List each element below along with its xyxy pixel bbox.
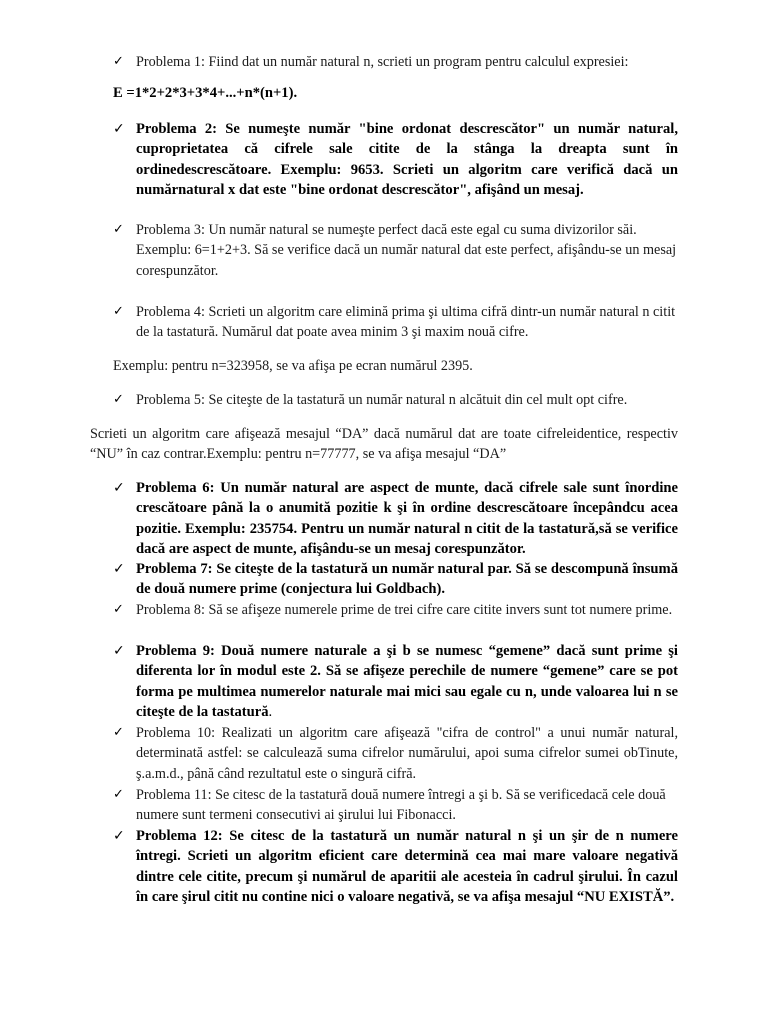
check-mark-icon: ✓ [113, 602, 124, 617]
problem-8-text: Problema 8: Să se afişeze numerele prime de trei cifre care citite invers sunt tot numere prime. [136, 602, 673, 618]
problem-7-text: Problema 7: Se citeşte de la tastatură un număr natural par. Să se descompună însumă de două numere prime (conjectura lui Goldbach). [136, 561, 678, 598]
problem-4 [113, 302, 681, 343]
problem-7 [113, 559, 678, 600]
check-mark-icon: ✓ [113, 54, 124, 69]
problem-12 [113, 826, 678, 908]
problem-3-text: Problema 3: Un număr natural se numeşte perfect dacă este egal cu suma divizorilor săi. Exemplu: 6=1+2+3. Să se verifice dacă un număr natural dat este perfect, afişându-se un mesaj corespunzător. [136, 222, 677, 279]
check-mark-icon: ✓ [113, 222, 124, 237]
check-mark-icon: ✓ [113, 787, 124, 802]
problem-2-text: Problema 2: Se numeşte număr "bine ordonat descrescător" un număr natural, cuproprietatea că cifrele sale citite de la stânga la dreapta sunt în ordinedescrescătoare. Exemplu: 9653. Scrieti un algoritm care verifică dacă un numărnatural x dat este "bine ordonat descrescător", afişând un mesaj. [136, 121, 678, 199]
problem-2 [113, 119, 678, 201]
problem-6-text: Problema 6: Un număr natural are aspect de munte, dacă cifrele sale sunt înordine crescătoare până la o anumită pozitie k şi în ordine descrescătoare începândcu acea pozitie. Exemplu: 235754. Pentru un număr natural n citit de la tastatură,să se verifice dacă are aspect de munte, afişându-se un mesaj corespunzător. [136, 480, 678, 558]
problem-6 [113, 478, 678, 560]
check-mark-icon: ✓ [113, 828, 125, 844]
problem-9-end: . [268, 704, 273, 721]
check-mark-icon: ✓ [113, 121, 125, 137]
check-mark-icon: ✓ [113, 643, 125, 659]
problem-3 [113, 220, 681, 281]
check-mark-icon: ✓ [113, 725, 124, 740]
problem-9 [113, 641, 678, 723]
problem-10-text: Problema 10: Realizati un algoritm care afişează "cifra de control" a unui număr natural, determinată astfel: se calculează suma cifrelor numărului, apoi suma cifrelor sumei obTinute, ş.a.m.d., până când rezultatul este o singură cifră. [136, 725, 678, 782]
problem-9-bold: Problema 9: Două numere naturale a şi b se numesc “gemene” dacă sunt prime şi diferenta lor în modul este 2. Să se afişeze perechile de numere “gemene” care se pot forma pe multimea numerelor naturale mai mici sau egale cu n, unde valoarea lui n se citeşte de la tastatură [136, 643, 678, 721]
problem-11 [113, 785, 681, 826]
problem-8 [113, 600, 681, 620]
problem-1 [113, 52, 696, 72]
problem-4-example: Exemplu: pentru n=323958, se va afişa pe ecran numărul 2395. [113, 358, 473, 374]
problem-5-text: Problema 5: Se citeşte de la tastatură un număr natural n alcătuit din cel mult opt cifre. [136, 392, 628, 408]
check-mark-icon: ✓ [113, 480, 125, 496]
problem-5 [113, 390, 696, 410]
problem-5-continuation: Scrieti un algoritm care afişează mesajul “DA” dacă numărul dat are toate cifreleidentice, respectiv “NU” în caz contrar.Exemplu: pentru n=77777, se va afişa mesajul “DA” [90, 426, 678, 463]
problem-9-text [136, 641, 678, 723]
formula-expression: E =1*2+2*3+3*4+...+n*(n+1). [113, 85, 298, 101]
problem-4-text: Problema 4: Scrieti un algoritm care elimină prima şi ultima cifră dintr-un număr natural n citit de la tastatură. Numărul dat poate avea minim 3 şi maxim nouă cifre. [136, 304, 676, 341]
problem-11-text: Problema 11: Se citesc de la tastatură două numere întregi a şi b. Să se verificedacă cele două numere sunt termeni consecutivi ai şirului lui Fibonacci. [136, 787, 666, 824]
problem-10 [113, 723, 678, 784]
problem-12-text: Problema 12: Se citesc de la tastatură un număr natural n şi un şir de n numere întregi. Scrieti un algoritm eficient care determină cea mai mare valoare negativă dintre cele citite, precum şi numărul de aparitii ale acesteia în cadrul şirului. În cazul în care şirul citit nu contine nici o valoare negativă, se va afişa mesajul “NU EXISTĂ”. [136, 828, 678, 906]
check-mark-icon: ✓ [113, 304, 124, 319]
check-mark-icon: ✓ [113, 392, 124, 407]
check-mark-icon: ✓ [113, 561, 125, 577]
problem-1-text: Problema 1: Fiind dat un număr natural n, scrieti un program pentru calculul expresiei: [136, 54, 629, 70]
